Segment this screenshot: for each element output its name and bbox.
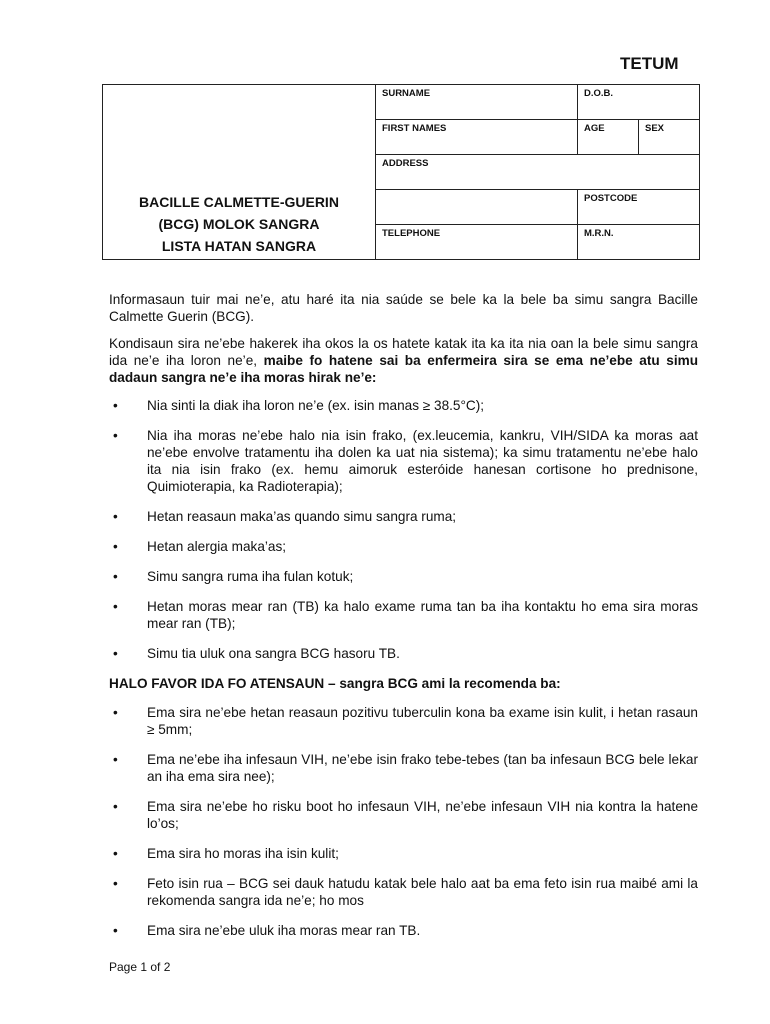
bullet-icon: • <box>113 569 118 584</box>
form-title-line: (BCG) MOLOK SANGRA <box>158 216 320 232</box>
conditions-emphasis: maibe fo hatene sai ba enfermeira sira se ema ne’ebe atu simu dadaun sangra ne’e iha moras hirak ne’e: <box>109 353 698 385</box>
list-item <box>109 875 698 909</box>
bullet-icon: • <box>113 428 118 443</box>
patient-details-form <box>102 84 700 260</box>
conditions-paragraph <box>109 335 698 386</box>
form-title-line: LISTA HATAN SANGRA <box>161 238 317 254</box>
list-item-text: Ema sira ne’ebe uluk iha moras mear ran TB. <box>147 923 421 938</box>
section-heading: HALO FAVOR IDA FO ATENSAUN – sangra BCG ami la recomenda ba: <box>109 676 561 691</box>
postcode-field[interactable]: POSTCODE <box>578 190 700 225</box>
contraindications-list <box>109 397 698 662</box>
bullet-icon: • <box>113 509 118 524</box>
list-item <box>109 645 698 662</box>
bullet-icon: • <box>113 705 118 720</box>
list-item-text: Hetan reasaun maka’as quando simu sangra ruma; <box>147 509 457 524</box>
not-recommended-list <box>109 704 698 939</box>
telephone-field[interactable]: TELEPHONE <box>376 225 578 260</box>
list-item <box>109 798 698 832</box>
bullet-icon: • <box>113 398 118 413</box>
bullet-icon: • <box>113 539 118 554</box>
list-item-text: Ema sira ho moras iha isin kulit; <box>147 846 339 861</box>
sex-field[interactable]: SEX <box>639 120 700 155</box>
surname-field[interactable]: SURNAME <box>376 85 578 120</box>
list-item <box>109 845 698 862</box>
list-item <box>109 508 698 525</box>
list-item-text: Feto isin rua – BCG sei dauk hatudu katak bele halo aat ba ema feto isin rua maibé ami la rekomenda sangra ida ne’e; ho mos <box>147 876 698 908</box>
form-title-line: BACILLE CALMETTE-GUERIN <box>139 194 339 210</box>
first-names-field[interactable]: FIRST NAMES <box>376 120 578 155</box>
list-item <box>109 751 698 785</box>
list-item <box>109 568 698 585</box>
address-field[interactable]: ADDRESS <box>376 155 700 190</box>
list-item-text: Ema sira ne’ebe hetan reasaun pozitivu tuberculin kona ba exame isin kulit, i hetan rasaun ≥ 5mm; <box>147 705 698 737</box>
list-item-text: Simu sangra ruma iha fulan kotuk; <box>147 569 354 584</box>
list-item-text: Ema ne’ebe iha infesaun VIH, ne’ebe isin frako tebe-tebes (tan ba infesaun BCG bele lekar an iha ema sira nee); <box>147 752 698 784</box>
list-item-text: Nia iha moras ne’ebe halo nia isin frako, (ex.leucemia, kankru, VIH/SIDA ka moras aat ne’ebe envolve tratamentu iha dolen ka uat nia sistema); ka simu tratamentu ne’ebe halo ita nia isin frako (ex. hemu aimoruk esteróide hanesan cortisone ho prednisone, Quimioterapia, ka Radioterapia); <box>147 428 698 494</box>
list-item <box>109 397 698 414</box>
bullet-icon: • <box>113 799 118 814</box>
dob-field[interactable]: D.O.B. <box>578 85 700 120</box>
list-item <box>109 704 698 738</box>
address-field-continued[interactable] <box>376 190 578 225</box>
bullet-icon: • <box>113 876 118 891</box>
intro-paragraph: Informasaun tuir mai ne’e, atu haré ita nia saúde se bele ka la bele ba simu sangra Bacille Calmette Guerin (BCG). <box>109 292 698 324</box>
list-item-text: Ema sira ne’ebe ho risku boot ho infesaun VIH, ne’ebe infesaun VIH nia kontra la hatene lo’os; <box>147 799 698 831</box>
list-item-text: Hetan alergia maka’as; <box>147 539 287 554</box>
list-item <box>109 922 698 939</box>
list-item <box>109 598 698 632</box>
list-item <box>109 427 698 495</box>
bullet-icon: • <box>113 846 118 861</box>
bullet-icon: • <box>113 923 118 938</box>
list-item-text: Nia sinti la diak iha loron ne’e (ex. isin manas ≥ 38.5°C); <box>147 398 485 413</box>
list-item-text: Simu tia uluk ona sangra BCG hasoru TB. <box>147 646 400 661</box>
bullet-icon: • <box>113 599 118 614</box>
list-item <box>109 538 698 555</box>
age-field[interactable]: AGE <box>578 120 639 155</box>
document-body <box>109 291 698 952</box>
conditions-text: Kondisaun sira ne’ebe hakerek iha okos la os hatete katak ita ka ita nia oan la bele simu sangra ida ne’e iha loron ne’e, <box>109 336 698 368</box>
list-item-text: Hetan moras mear ran (TB) ka halo exame ruma tan ba iha kontaktu ho ema sira moras mear ran (TB); <box>147 599 698 631</box>
mrn-field[interactable]: M.R.N. <box>578 225 700 260</box>
language-label: TETUM <box>620 54 679 73</box>
bullet-icon: • <box>113 646 118 661</box>
bullet-icon: • <box>113 752 118 767</box>
form-title <box>103 85 376 260</box>
page-number: Page 1 of 2 <box>109 960 171 974</box>
